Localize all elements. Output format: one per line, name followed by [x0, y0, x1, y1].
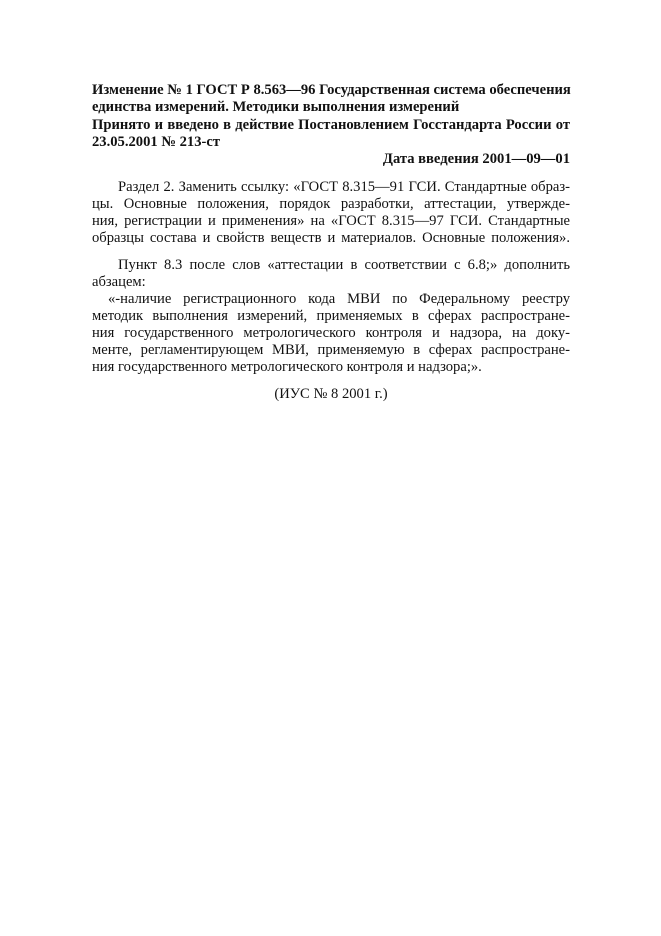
paragraph-line: Пункт 8.3 после слов «аттестации в соответствии с 6.8;» дополнить	[118, 257, 570, 273]
paragraph-line: менте, регламентирующем МВИ, применяемую в сферах распростране-	[92, 342, 570, 358]
title-line: Изменение № 1 ГОСТ Р 8.563—96 Государственная система обеспечения	[92, 82, 571, 98]
paragraph-line: образцы состава и свойств веществ и материалов. Основные положения».	[92, 230, 570, 246]
paragraph-line: Раздел 2. Заменить ссылку: «ГОСТ 8.315—91 ГСИ. Стандартные образ-	[118, 179, 570, 195]
paragraph-line: методик выполнения измерений, применяемых в сферах распростране-	[92, 308, 570, 324]
source-reference: (ИУС № 8 2001 г.)	[274, 386, 388, 402]
paragraph-line: ния, регистрации и применения» на «ГОСТ 8.315—97 ГСИ. Стандартные	[92, 213, 570, 229]
adopted-line: 23.05.2001 № 213-ст	[92, 134, 221, 150]
paragraph-line: «-наличие регистрационного кода МВИ по Федеральному реестру	[108, 291, 570, 307]
adopted-line: Принято и введено в действие Постановлением Госстандарта России от	[92, 117, 570, 133]
paragraph-line: ния государственного метрологического контроля и надзора;».	[92, 359, 482, 375]
paragraph-line: ния государственного метрологического контроля и надзора, на доку-	[92, 325, 570, 341]
paragraph-line: цы. Основные положения, порядок разработки, аттестации, утвержде-	[92, 196, 570, 212]
title-line: единства измерений. Методики выполнения измерений	[92, 99, 460, 115]
effective-date: Дата введения 2001—09—01	[382, 151, 570, 167]
paragraph-line: абзацем:	[92, 274, 146, 290]
